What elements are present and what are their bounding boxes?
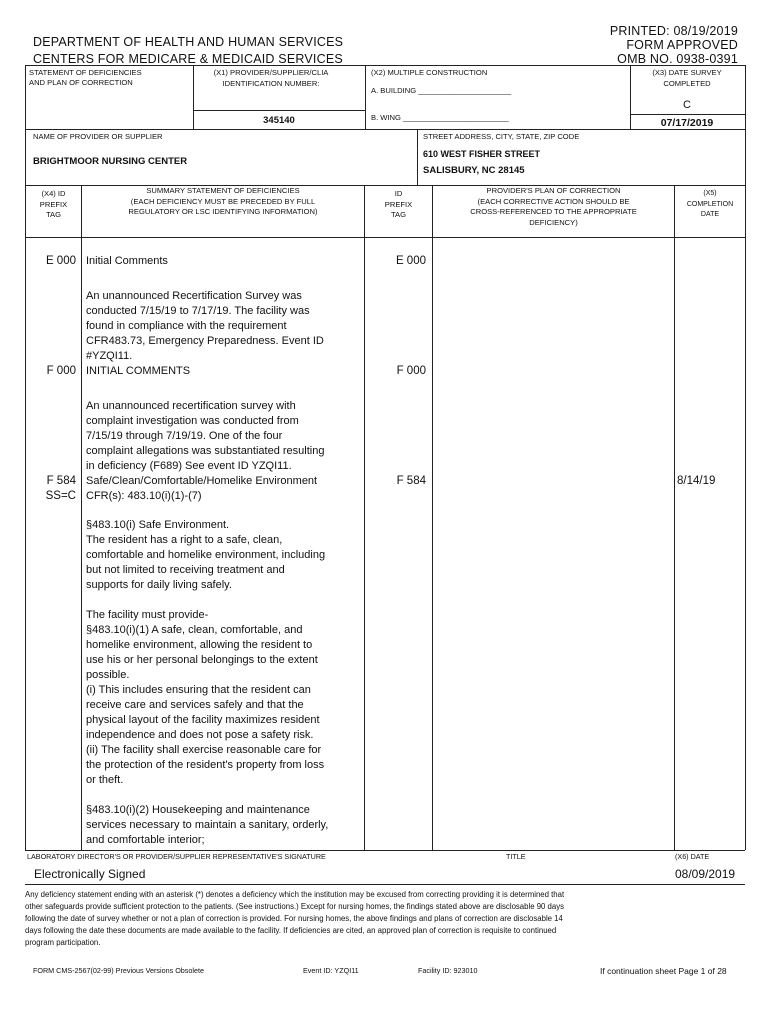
provider-id: 345140 [263, 115, 295, 126]
signature-date: 08/09/2019 [675, 867, 736, 881]
x3-label: (X3) DATE SURVEY COMPLETED [652, 68, 722, 88]
f584-completion-date: 8/14/19 [677, 475, 716, 487]
form-header-left [33, 34, 343, 68]
provider-name: BRIGHTMOOR NURSING CENTER [33, 156, 188, 167]
col-completion-date: (X5) COMPLETION DATE [686, 190, 734, 218]
f584-scope-severity: SS=C [45, 490, 76, 502]
f000-id: F 000 [396, 365, 426, 377]
f000-tag: F 000 [46, 365, 76, 377]
printed-date: PRINTED: 08/19/2019 [609, 24, 738, 38]
street-address: 610 WEST FISHER STREET [423, 149, 541, 159]
f584-id: F 584 [396, 475, 426, 487]
page-number: If continuation sheet Page 1 of 28 [600, 966, 727, 976]
survey-completed-date: 07/17/2019 [660, 117, 714, 129]
provider-name-label: NAME OF PROVIDER OR SUPPLIER [33, 132, 163, 141]
city-state-zip: SALISBURY, NC 28145 [423, 165, 525, 176]
footer-event-id: Event ID: YZQI11 [303, 966, 359, 975]
centers-name: CENTERS FOR MEDICARE & MEDICAID SERVICES [33, 52, 343, 66]
signature-label: LABORATORY DIRECTOR'S OR PROVIDER/SUPPLIER REPRESENTATIVE'S SIGNATURE [27, 852, 326, 861]
col-id-prefix: ID PREFIX TAG [384, 189, 413, 219]
building-line: A. BUILDING ______________________ [371, 86, 512, 95]
omb-number: OMB NO. 0938-0391 [617, 52, 738, 66]
f000-text: An unannounced recertification survey with complaint investigation was conducted from 7/15/19 through 7/19/19. One of the four complaint allegations was substantiated resulting in deficiency (F689) See event ID YZQI11. [86, 400, 325, 472]
signature-value: Electronically Signed [34, 867, 146, 881]
f584-title: Safe/Clean/Comfortable/Homelike Environment CFR(s): 483.10(i)(1)-(7) [86, 475, 318, 502]
col-x4-prefix: (X4) ID PREFIX TAG [39, 189, 68, 219]
signature-date-label: (X6) DATE [675, 852, 710, 861]
form-approved: FORM APPROVED [626, 38, 738, 52]
disclaimer: Any deficiency statement ending with an asterisk (*) denotes a deficiency which the institution may be excused from correcting providing it is determined that other safeguards provide sufficient protection to the patients. (See instructions.) Except for nursing homes, the findings stated above are disclosable 90 days following the date of survey whether or not a plan of correction is provided. For nursing homes, the above findings and plans of correction are disclosable 14 days following the date these documents are made available to the facility. If deficiencies are cited, an approved plan of correction is requisite to continued program participation. [25, 890, 565, 947]
footer-facility-id: Facility ID: 923010 [418, 966, 478, 975]
e000-title: Initial Comments [86, 255, 168, 267]
wing-line: B. WING _________________________ [371, 113, 509, 122]
col-plan: PROVIDER'S PLAN OF CORRECTION (EACH CORRECTIVE ACTION SHOULD BE CROSS-REFERENCED TO THE APPROPRIATE DEFICIENCY) [470, 186, 637, 227]
x3-letter: C [683, 99, 691, 111]
form-number: FORM CMS-2567(02-99) Previous Versions Obsolete [33, 966, 204, 975]
e000-tag: E 000 [45, 255, 76, 267]
department-name: DEPARTMENT OF HEALTH AND HUMAN SERVICES [33, 35, 344, 49]
x2-label: (X2) MULTIPLE CONSTRUCTION [371, 68, 488, 77]
f584-text: §483.10(i) Safe Environment. The resident has a right to a safe, clean, comfortable and homelike environment, including but not limited to receiving treatment and supports for daily living safely. The facility must provide- §483.10(i)(1) A safe, clean, comfortable, and homelike environment, allowing the resident to use his or her personal belongings to the extent possible. (i) This includes ensuring that the resident can receive care and services safely and that the physical layout of the facility maximizes resident independence and does not pose a safety risk. (ii) The facility shall exercise reasonable care for the protection of the resident's property from loss or theft. §483.10(i)(2) Housekeeping and maintenance services necessary to maintain a sanitary, orderly, and comfortable interior; [86, 519, 329, 846]
x1-label: (X1) PROVIDER/SUPPLIER/CLIA IDENTIFICATION NUMBER: [213, 68, 329, 88]
title-label: TITLE [506, 852, 526, 861]
col-summary: SUMMARY STATEMENT OF DEFICIENCIES (EACH DEFICIENCY MUST BE PRECEDED BY FULL REGULATORY OR LSC IDENTIFYING INFORMATION) [128, 186, 318, 216]
f584-tag: F 584 [46, 475, 76, 487]
f000-title: INITIAL COMMENTS [86, 365, 191, 377]
form-header-right [600, 24, 738, 66]
e000-id: E 000 [395, 255, 426, 267]
statement-label: STATEMENT OF DEFICIENCIES AND PLAN OF CORRECTION [29, 68, 142, 87]
e000-text: An unannounced Recertification Survey was conducted 7/15/19 to 7/17/19. The facility was found in compliance with the requirement CFR483.73, Emergency Preparedness. Event ID #YZQI11. [86, 290, 324, 362]
address-label: STREET ADDRESS, CITY, STATE, ZIP CODE [423, 132, 580, 141]
